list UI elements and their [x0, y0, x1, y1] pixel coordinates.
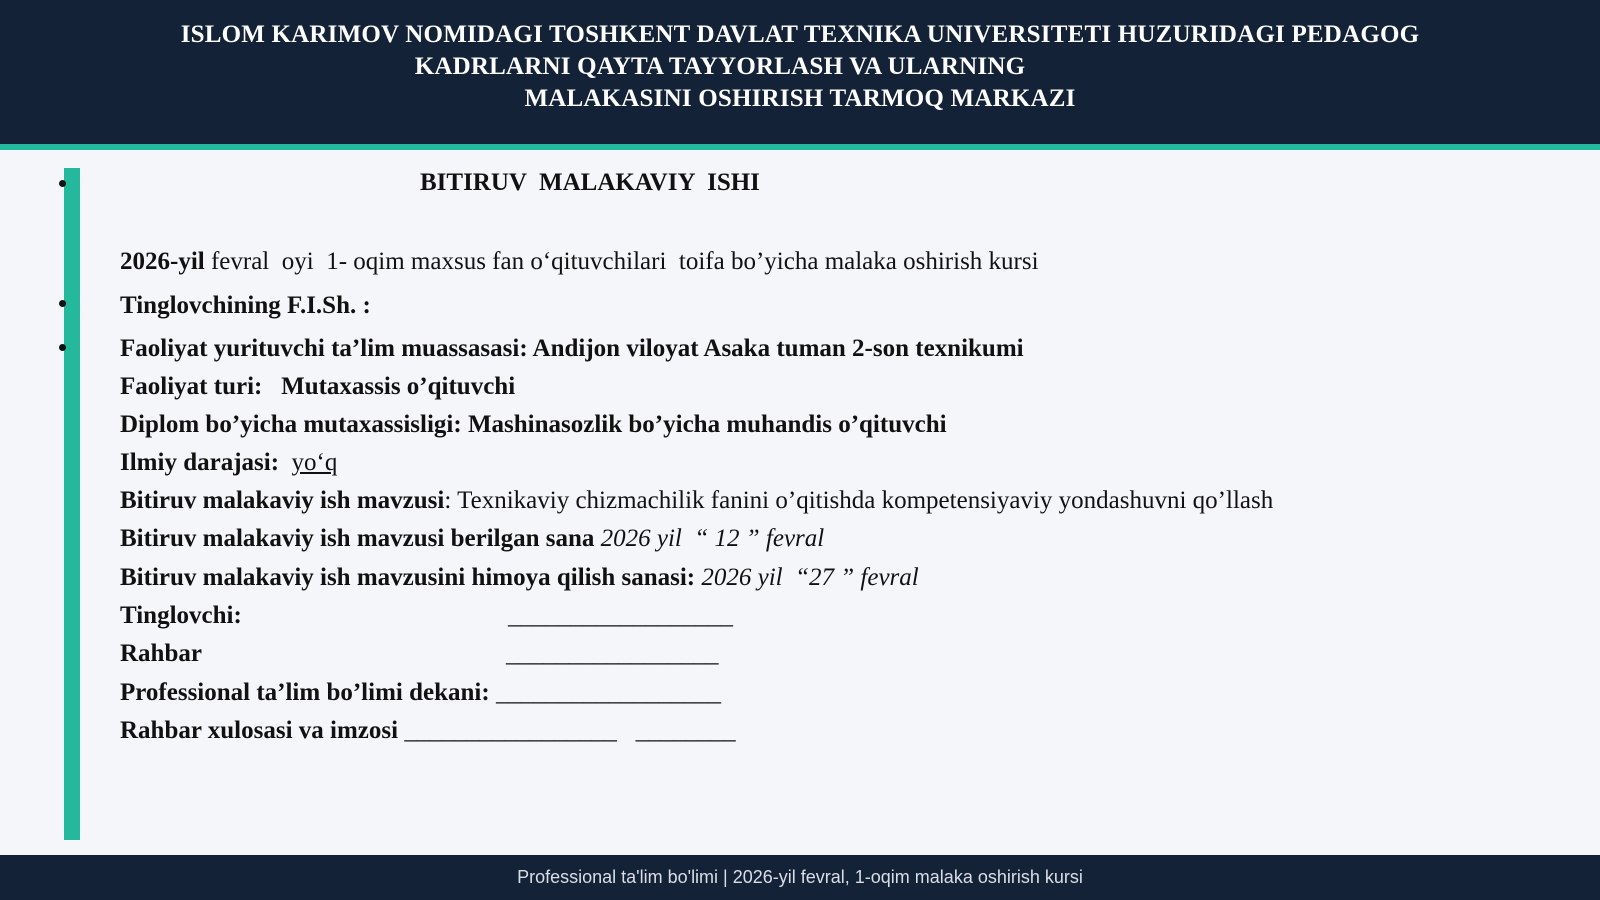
header-line-3: MALAKASINI OSHIRISH TARMOQ MARKAZI	[524, 85, 1076, 112]
course-year: 2026-yil	[120, 248, 205, 275]
course-line	[120, 247, 1039, 277]
header-line-2: KADRLARNI QAYTA TAYYORLASH VA ULARNING	[414, 53, 1026, 80]
header-accent-line	[0, 144, 1600, 150]
slide-header	[0, 0, 1600, 144]
activity-line	[120, 372, 515, 402]
dean-label: Professional ta’lim bo’limi dekani:	[120, 679, 490, 706]
defense-date-label: Bitiruv malakaviy ish mavzusini himoya qilish sanasi:	[120, 564, 696, 591]
listener-name-line	[120, 291, 371, 321]
degree-label: Ilmiy darajasi:	[120, 449, 280, 476]
bullet-icon	[59, 180, 66, 187]
degree-value: yo‘q	[291, 449, 338, 476]
header-line-1: ISLOM KARIMOV NOMIDAGI TOSHKENT DAVLAT TEXNIKA UNIVERSITETI HUZURIDAGI PEDAGOG	[180, 21, 1420, 48]
signature-supervisor-label: Rahbar	[120, 640, 202, 667]
topic-date-label: Bitiruv malakaviy ish mavzusi berilgan sana	[120, 525, 595, 552]
document-title: BITIRUV MALAKAVIY ISHI	[420, 169, 760, 196]
side-accent-bar	[64, 168, 80, 840]
signature-supervisor-line: _________________	[506, 640, 719, 667]
topic-date-line	[120, 524, 824, 554]
topic-line	[120, 486, 1273, 516]
slide-footer: Professional ta'lim bo'limi | 2026-yil fevral, 1-oqim malaka oshirish kursi	[0, 855, 1600, 900]
diploma-label: Diplom bo’yicha mutaxassisligi:	[120, 411, 462, 438]
dean-signature-line	[120, 678, 721, 708]
topic-label: Bitiruv malakaviy ish mavzusi	[120, 487, 445, 514]
signature-listener-label: Tinglovchi:	[120, 602, 242, 629]
supervisor-conclusion-line	[120, 716, 736, 746]
diploma-value: Mashinasozlik bo’yicha muhandis o’qituvchi	[461, 411, 947, 438]
defense-date-line	[120, 563, 919, 593]
defense-date-value: 2026 yil “27 ” fevral	[695, 564, 919, 591]
degree-line	[120, 448, 337, 478]
listener-name-label: Tinglovchining F.I.Sh. :	[120, 292, 371, 319]
topic-value: : Texnikaviy chizmachilik fanini o’qitishda kompetensiyaviy yondashuvni qo’llash	[444, 487, 1274, 514]
dean-line: __________________	[489, 679, 721, 706]
activity-value: Mutaxassis o’qituvchi	[262, 373, 516, 400]
bullet-icon	[59, 344, 66, 351]
diploma-line	[120, 410, 947, 440]
bullet-icon	[59, 300, 66, 307]
activity-label: Faoliyat turi:	[120, 373, 263, 400]
supervisor-conclusion-label: Rahbar xulosasi va imzosi	[120, 717, 399, 744]
institution-label: Faoliyat yurituvchi ta’lim muassasasi:	[120, 335, 528, 362]
institution-line	[120, 334, 1024, 364]
course-text: fevral oyi 1- oqim maxsus fan o‘qituvchilari toifa bo’yicha malaka oshirish kursi	[204, 248, 1039, 275]
topic-date-value: 2026 yil “ 12 ” fevral	[594, 525, 825, 552]
institution-value: Andijon viloyat Asaka tuman 2-son texnikumi	[527, 335, 1024, 362]
supervisor-conclusion-signature: _________________ ________	[398, 717, 736, 744]
signature-listener-line: __________________	[508, 602, 733, 629]
